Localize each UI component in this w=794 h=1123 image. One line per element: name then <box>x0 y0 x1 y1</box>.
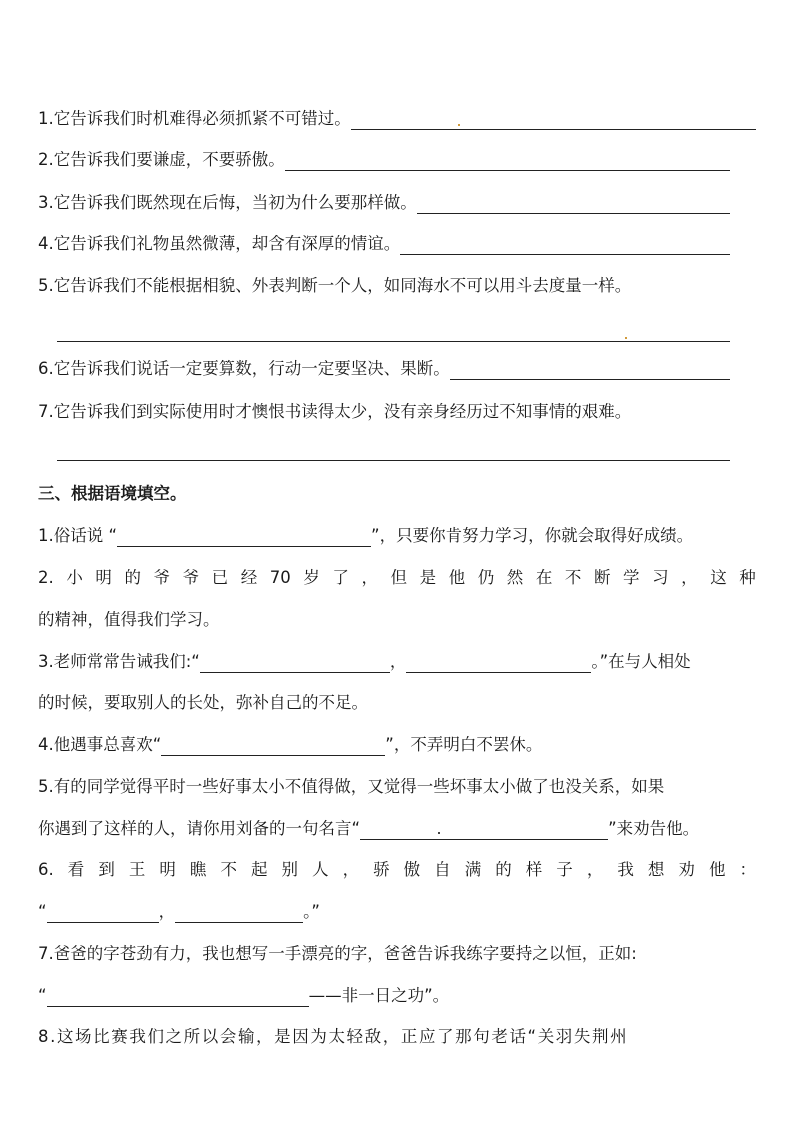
s3-q5-suffix: ”来劝告他。 <box>608 819 700 838</box>
s3-q6-char: 人 <box>312 860 329 879</box>
s3-q3 <box>38 651 756 673</box>
item-1-text: 1.它告诉我们时机难得必须抓紧不可错过。 <box>38 109 351 128</box>
s3-q2-char: 习 <box>652 568 669 587</box>
s3-q6-char: 王 <box>128 860 146 879</box>
s3-q6-char: 6. <box>38 860 54 879</box>
item-4-text: 4.它告诉我们礼物虽然微薄，却含有深厚的情谊。 <box>38 234 401 253</box>
s3-q3-prefix: 3.老师常常告诫我们:“ <box>38 652 200 671</box>
s3-q6-char: 他 <box>708 860 726 879</box>
s3-q6-char: ， <box>342 860 360 879</box>
answer-blank-1[interactable] <box>351 111 756 130</box>
s3-q6-char: 劝 <box>678 860 695 879</box>
s3-q2-char: 明 <box>95 568 112 587</box>
item-3-text: 3.它告诉我们既然现在后悔，当初为什么要那样做。 <box>38 193 417 212</box>
s3-q2-char: 这 <box>710 568 727 587</box>
s3-q6-char: 明 <box>159 860 176 879</box>
s3-q2-char: 但 <box>390 568 407 587</box>
answer-blank-7[interactable] <box>57 460 730 461</box>
s3-q2-char: 爷 <box>182 568 200 587</box>
s3-q6-char: 样 <box>525 860 543 879</box>
s3-q3-blank-1[interactable] <box>200 654 390 673</box>
item-3 <box>38 192 730 214</box>
answer-blank-5[interactable] <box>57 341 730 342</box>
s3-q6-blank-1[interactable] <box>47 904 159 923</box>
s3-q2-char: 然 <box>506 568 524 587</box>
s3-q7-blank[interactable] <box>47 988 309 1007</box>
s3-q1-blank[interactable] <box>117 528 371 547</box>
s3-q2-char: ， <box>681 568 698 587</box>
s3-q2-char: 是 <box>419 568 437 587</box>
s3-q3-line2: 的时候，要取别人的长处，弥补自己的不足。 <box>38 693 368 712</box>
s3-q2-char: 岁 <box>303 568 320 587</box>
s3-q2-char: 断 <box>593 568 611 587</box>
s3-q6-line1 <box>38 859 756 881</box>
s3-q8-line1: 8.这场比赛我们之所以会输，是因为太轻敌，正应了那句老话“关羽失荆州 <box>38 1027 629 1046</box>
s3-q7-suffix: ——非一日之功”。 <box>308 986 450 1005</box>
s3-q6-char: 起 <box>250 860 268 879</box>
s3-q2-char: 他 <box>448 568 466 587</box>
s3-q4-prefix: 4.他遇事总喜欢“ <box>38 735 162 754</box>
item-5-text: 5.它告诉我们不能根据相貌、外表判断一个人，如同海水不可以用斗去度量一样。 <box>38 276 632 295</box>
s3-q2-char: 小 <box>66 568 83 587</box>
s3-q6-middle: ， <box>158 902 176 921</box>
item-6 <box>38 358 730 380</box>
item-4 <box>38 233 730 255</box>
s3-q6-blank-2[interactable] <box>175 904 303 923</box>
s3-q6-char: 不 <box>220 860 237 879</box>
s3-q6-char: 到 <box>98 860 115 879</box>
s3-q6-char: 想 <box>647 860 665 879</box>
answer-blank-2[interactable] <box>285 152 730 171</box>
s3-q7-line2 <box>38 985 756 1007</box>
s3-q6-char: 傲 <box>403 860 421 879</box>
s3-q2-char: 70 <box>269 568 291 587</box>
s3-q2-char: 学 <box>623 568 640 587</box>
section-3-heading: 三、根据语境填空。 <box>38 484 187 503</box>
s3-q4 <box>38 734 756 756</box>
ink-speck <box>625 337 627 339</box>
item-7-text: 7.它告诉我们到实际使用时才懊恨书读得太少，没有亲身经历过不知事情的艰难。 <box>38 402 632 421</box>
s3-q6-char: 看 <box>67 860 85 879</box>
s3-q2-char: 种 <box>739 568 756 587</box>
s3-q6-char: 的 <box>495 860 512 879</box>
s3-q2-line2: 的精神，值得我们学习。 <box>38 610 220 629</box>
answer-blank-4[interactable] <box>400 236 730 255</box>
s3-q6-line2 <box>38 901 756 923</box>
s3-q6-char: 满 <box>464 860 482 879</box>
s3-q2-line1 <box>38 567 756 589</box>
s3-q1-suffix: ”，只要你肯努力学习，你就会取得好成绩。 <box>371 526 694 545</box>
s3-q2-char: 了 <box>332 568 349 587</box>
s3-q5-line1: 5.有的同学觉得平时一些好事太小不值得做，又觉得一些坏事太小做了也没关系，如果 <box>38 777 665 796</box>
s3-q2-char: 已 <box>211 568 229 587</box>
s3-q7-line1: 7.爸爸的字苍劲有力，我也想写一手漂亮的字，爸爸告诉我练字要持之以恒，正如: <box>38 944 637 963</box>
s3-q6-char: 瞧 <box>189 860 207 879</box>
s3-q6-char: ： <box>739 860 756 879</box>
s3-q6-char: 我 <box>617 860 634 879</box>
ink-speck <box>458 124 460 126</box>
s3-q1 <box>38 525 756 547</box>
ink-speck <box>438 832 440 834</box>
s3-q3-blank-2[interactable] <box>406 654 591 673</box>
s3-q7-open: “ <box>38 986 47 1005</box>
item-2-text: 2.它告诉我们要谦虚，不要骄傲。 <box>38 150 285 169</box>
s3-q3-suffix: 。”在与人相处 <box>591 652 691 671</box>
s3-q2-char: ， <box>361 568 378 587</box>
s3-q5-prefix: 你遇到了这样的人，请你用刘备的一句名言“ <box>38 819 361 838</box>
item-2 <box>38 149 730 171</box>
s3-q6-char: 别 <box>281 860 298 879</box>
s3-q6-char: 子 <box>556 860 573 879</box>
s3-q1-prefix: 1.俗话说 “ <box>38 526 118 545</box>
s3-q4-blank[interactable] <box>161 737 385 756</box>
s3-q6-open: “ <box>38 902 47 921</box>
s3-q2-char: 不 <box>564 568 582 587</box>
s3-q5-line2 <box>38 818 756 840</box>
s3-q4-suffix: ”，不弄明白不罢休。 <box>385 735 543 754</box>
item-1 <box>38 108 756 130</box>
s3-q5-blank[interactable] <box>360 821 608 840</box>
s3-q2-char: 2. <box>38 568 54 587</box>
s3-q6-char: ， <box>586 860 604 879</box>
s3-q6-char: 自 <box>434 860 451 879</box>
s3-q2-char: 仍 <box>477 568 495 587</box>
answer-blank-3[interactable] <box>417 195 730 214</box>
item-6-text: 6.它告诉我们说话一定要算数，行动一定要坚决、果断。 <box>38 359 450 378</box>
s3-q2-char: 的 <box>124 568 141 587</box>
s3-q2-char: 在 <box>535 568 553 587</box>
answer-blank-6[interactable] <box>450 361 730 380</box>
s3-q3-middle: ， <box>389 652 407 671</box>
s3-q2-char: 爷 <box>153 568 170 587</box>
s3-q6-suffix: 。” <box>303 902 320 921</box>
s3-q2-char: 经 <box>240 568 258 587</box>
s3-q6-char: 骄 <box>373 860 390 879</box>
